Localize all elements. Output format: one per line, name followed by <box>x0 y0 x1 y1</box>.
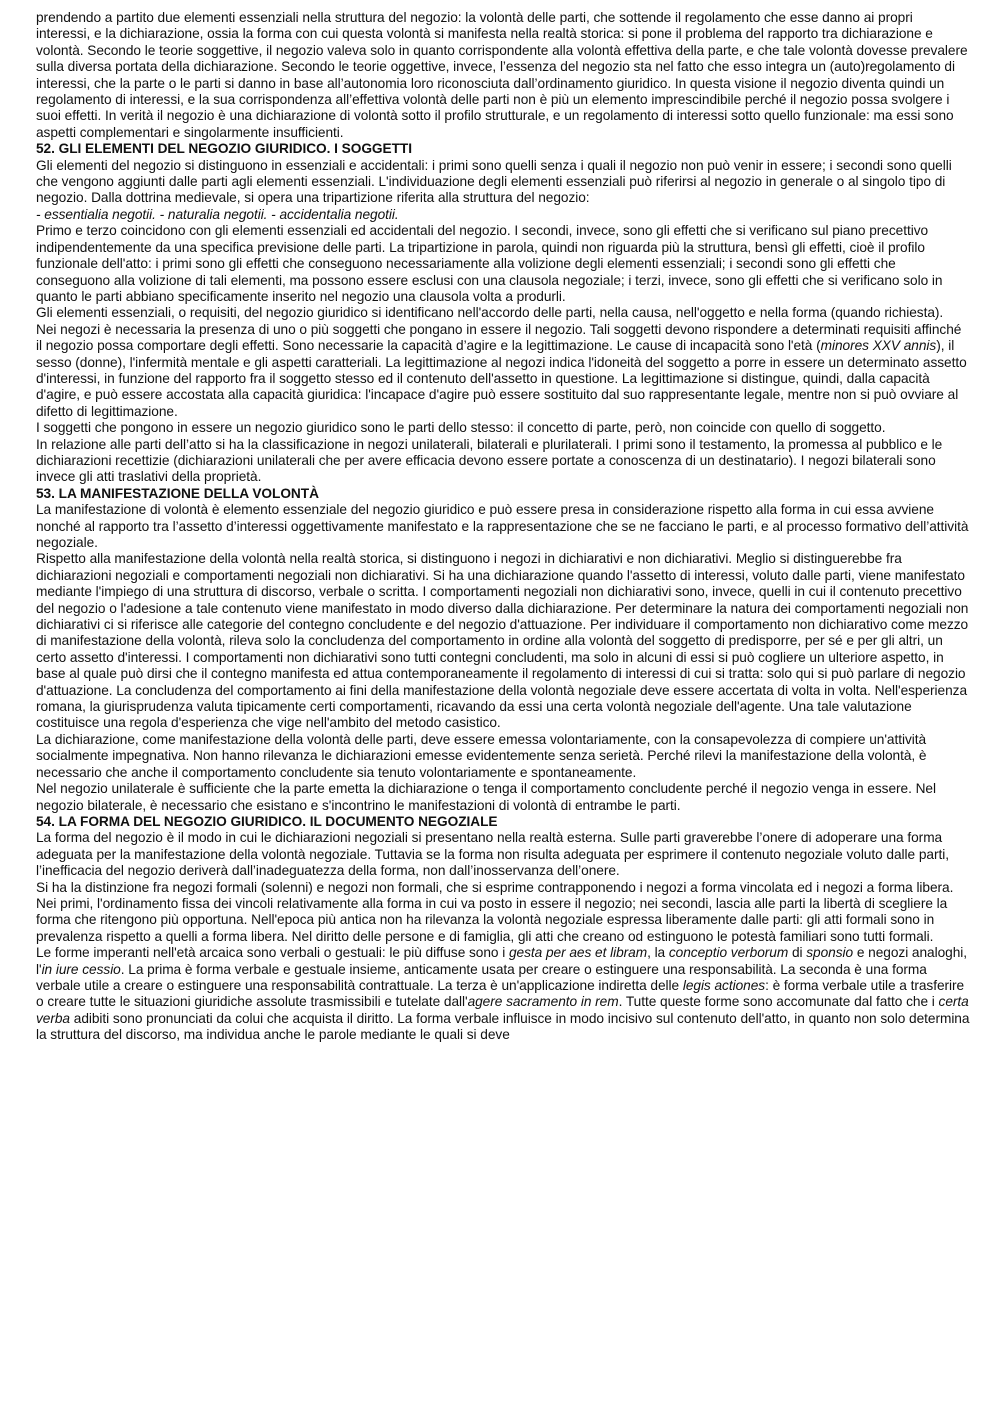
text-run: Rispetto alla manifestazione della volontà nella realtà storica, si distinguono i negozi in dichiarativi e non dichiarativi. Meglio si distinguerebbe fra dichiarazioni negoziali e comportamenti negoziali non dichiarativi. Si ha una dichiarazione quando l'assetto di interessi, voluto dalle parti, viene manifestato mediante l'impiego di una struttura di discorso, verbale o scritta. I comportamenti negoziali non dichiarativi sono, invece, quelli in cui il contenuto precettivo del negozio o l'adesione a tale contenuto viene manifestato in modo diverso dalla dichiarazione. Per determinare la natura dei comportamenti negoziali non dichiarativi ci si riferisce alle categorie del contegno concludente e del negozio d'attuazione. Per individuare il comportamento non dichiarativo come mezzo di manifestazione della volontà, rileva solo la concludenza del comportamento in ordine alla volontà del soggetto di predisporre, per sé e per gli altri, un certo assetto d'interessi. I comportamenti non dichiarativi sono tutti contegni concludenti, ma solo in alcuni di essi si può cogliere un ulteriore aspetto, in base al quale può dirsi che il contegno manifesta ed attua contemporaneamente il regolamento di interessi di cui si tratta: solo qui si può parlare di negozio d'attuazione. La concludenza del comportamento ai fini della manifestazione della volontà negoziale deve essere accertata di volta in volta. Nell'esperienza romana, la giurisprudenza valuta tipicamente certi comportamenti, ricavando da essi una certa volontà negoziale dell'agente. Una tale valutazione costituisce una regola d'esperienza che vige nell'ambito del metodo casistico. <box>36 551 969 731</box>
text-run: adibiti sono pronunciati da colui che acquista il diritto. La forma verbale influisce in modo incisivo sul contenuto dell'atto, in quanto non solo determina la struttura del discorso, ma individua anche le parole mediante le quali si deve <box>36 1010 970 1043</box>
paragraph <box>36 207 970 223</box>
text-run: I soggetti che pongono in essere un negozio giuridico sono le parti dello stesso: il concetto di parte, però, non coincide con quello di soggetto. <box>36 420 886 436</box>
text-run: 54. LA FORMA DEL NEGOZIO GIURIDICO. IL DOCUMENTO NEGOZIALE <box>36 813 498 829</box>
section-heading <box>36 814 970 830</box>
text-run: Nel negozio unilaterale è sufficiente che la parte emetta la dichiarazione o tenga il comportamento concludente perché il negozio venga in essere. Nel negozio bilaterale, è necessario che esistano e s'incontrino le manifestazioni di volontà di entrambe le parti. <box>36 781 936 813</box>
text-run: In relazione alle parti dell’atto si ha la classificazione in negozi unilaterali, bilaterali e plurilaterali. I primi sono il testamento, la promessa al pubblico e le dichiarazioni recettizie (dichiarazioni unilaterali che per avere efficacia devono essere portate a conoscenza di un destinatario). I negozi bilaterali sono invece gli atti traslativi della proprietà. <box>36 436 943 485</box>
text-run: di <box>788 945 807 961</box>
paragraph <box>36 158 970 207</box>
text-run: prendendo a partito due elementi essenziali nella struttura del negozio: la volontà delle parti, che sottende il regolamento che esse danno ai propri interessi, e la dichiarazione, ossia la forma con cui questa volontà si manifesta nella realtà storica: si pone il problema del rapporto tra dichiarazione e volontà. Secondo le teorie soggettive, il negozio valeva solo in quanto corrispondente alla volontà effettiva della parte, e che tale volontà dovesse prevalere sulla diversa portata della dichiarazione. Secondo le teorie oggettive, invece, l’essenza del negozio sta nel fatto che esso integra un (auto)regolamento di interessi, che la parte o le parti si danno in base all’autonomia loro riconosciuta dall’ordinamento giuridico. In questa visione il negozio diventa quindi un regolamento di interessi, e la sua corrispondenza all’effettiva volontà delle parti non è più un elemento imprescindibile perché il negozio possa svolgere i suoi effetti. In verità il negozio è una dichiarazione di volontà sotto il profilo strutturale, e un regolamento di interessi sotto quello funzionale: ma essi sono aspetti complementari e singolarmente insufficienti. <box>36 10 968 140</box>
text-run: e negozi analoghi, l' <box>36 945 968 977</box>
section-heading <box>36 141 970 157</box>
italic-text: conceptio verborum <box>668 945 789 961</box>
section-heading <box>36 486 970 502</box>
paragraph <box>36 945 970 1043</box>
text-run: La dichiarazione, come manifestazione della volontà delle parti, deve essere emessa volontariamente, con la consapevolezza di compiere un'attività socialmente impegnativa. Non hanno rilevanza le dichiarazioni emesse evidentemente senza serietà. Perché rilevi la manifestazione della volontà, è necessario che anche il comportamento concludente sia tenuto volontariamente e spontaneamente. <box>36 731 927 780</box>
italic-text: in iure cessio <box>41 961 121 977</box>
text-run: Gli elementi essenziali, o requisiti, del negozio giuridico si identificano nell'accordo delle parti, nella causa, nell'oggetto e nella forma (quando richiesta). <box>36 305 944 321</box>
text-run: Primo e terzo coincidono con gli elementi essenziali ed accidentali del negozio. I secondi, invece, sono gli effetti che si verificano sul piano precettivo indipendentemente da una specifica previsione delle parti. La tripartizione in parola, quindi non riguarda più la struttura, bensì gli effetti, cioè il profilo funzionale dell'atto: i primi sono gli effetti che conseguono necessariamente alla volizione degli elementi essenziali; i secondi sono gli effetti che conseguono alla volizione di tali elementi, ma possono essere esclusi con una clausola negoziale; i terzi, invece, sono gli effetti che si verificano solo in quanto le parti abbiano specificamente inserito nel negozio una clausola volta a produrli. <box>36 223 943 304</box>
paragraph <box>36 10 970 141</box>
text-run: : è forma verbale utile a trasferire o creare tutte le situazioni giuridiche assolute trasmissibili e tutelate dall' <box>36 977 965 1010</box>
paragraph <box>36 551 970 731</box>
text-run: . Tutte queste forme sono accomunate dal fatto che i <box>618 994 939 1010</box>
text-run: . La prima è forma verbale e gestuale insieme, anticamente usata per creare o estinguere una responsabilità. La seconda è una forma verbale utile a creare o estinguere una responsabilità contrattuale. La terza è un'applicazione indiretta delle <box>36 961 927 993</box>
text-run: ), il sesso (donne), l'infermità mentale e gli aspetti caratteriali. La legittimazione al negozi indica l'idoneità del soggetto a porre in essere un determinato assetto d'interessi, in funzione del rapporto fra il soggetto stesso ed il contenuto dell'assetto in questione. La legittimazione si distingue, quindi, dalla capacità d'agire, e può essere accostata alla capacità giuridica: l'incapace d'agire può essere sostituito dal suo rappresentante legale, mentre non si può ovviare al difetto di legittimazione. <box>36 338 967 419</box>
italic-text: agere sacramento in rem <box>467 994 619 1010</box>
italic-text: gesta per aes et libram <box>508 945 648 961</box>
paragraph <box>36 437 970 486</box>
paragraph <box>36 502 970 551</box>
paragraph <box>36 880 970 946</box>
italic-text: legis actiones <box>682 977 766 993</box>
paragraph <box>36 223 970 305</box>
italic-text: - essentialia negotii. - naturalia negotii. - accidentalia negotii. <box>36 206 399 222</box>
text-run: 52. GLI ELEMENTI DEL NEGOZIO GIURIDICO. I SOGGETTI <box>36 141 412 157</box>
text-run: , la <box>647 945 669 961</box>
italic-text: certa verba <box>36 994 969 1026</box>
italic-text: minores XXV annis <box>820 338 937 354</box>
italic-text: sponsio <box>806 945 854 961</box>
text-run: Si ha la distinzione fra negozi formali (solenni) e negozi non formali, che si esprime contrapponendo i negozi a forma vincolata ed i negozi a forma libera. Nei primi, l'ordinamento fissa dei vincoli relativamente alla forma in cui va posto in essere il negozio; nei secondi, lascia alle parti la libertà di scegliere la forma che ritengono più opportuna. Nell'epoca più antica non ha rilevanza la volontà negoziale espressa liberamente dalle parti: gli atti formali sono in prevalenza rispetto a quelli a forma libera. Nel diritto delle persone e di famiglia, gli atti che creano od estinguono le potestà familiari sono tutti formali. <box>36 879 954 944</box>
text-run: Gli elementi del negozio si distinguono in essenziali e accidentali: i primi sono quelli senza i quali il negozio non può venir in essere; i secondi sono quelli che vengono aggiunti dalle parti agli elementi essenziali. L'individuazione degli elementi essenziali può riferirsi al negozio in generale o al singolo tipo di negozio. Dalla dottrina medievale, si opera una tripartizione riferita alla struttura del negozio: <box>36 157 952 206</box>
paragraph <box>36 732 970 781</box>
paragraph <box>36 830 970 879</box>
text-run: La forma del negozio è il modo in cui le dichiarazioni negoziali si presentano nella realtà esterna. Sulle parti graverebbe l’onere di adoperare una forma adeguata per la manifestazione della volontà negoziale. Tuttavia se la forma non risulta adeguata per esprimere il contenuto negoziale voluto dalle parti, l’inefficacia del negozio deriverà dall’inadeguatezza della forma, non dall’inosservanza dell’onere. <box>36 830 949 879</box>
paragraph <box>36 420 970 436</box>
text-run: Nei negozi è necessaria la presenza di uno o più soggetti che pongano in essere il negozio. Tali soggetti devono rispondere a determinati requisiti affinché il negozio possa comportare degli effetti. Sono necessarie la capacità d’agire e la legittimazione. Le cause di incapacità sono l'età ( <box>36 321 962 354</box>
paragraph <box>36 781 970 814</box>
paragraph <box>36 322 970 420</box>
text-run: Le forme imperanti nell'età arcaica sono verbali o gestuali: le più diffuse sono i <box>36 945 509 961</box>
paragraph <box>36 305 970 321</box>
text-run: La manifestazione di volontà è elemento essenziale del negozio giuridico e può essere presa in considerazione rispetto alla forma in cui essa avviene nonché al rapporto tra l’assetto d’interessi oggettivamente manifestato e la rappresentazione che se ne facciano le parti, e al processo formativo dell’attività negoziale. <box>36 502 969 550</box>
text-run: 53. LA MANIFESTAZIONE DELLA VOLONTÀ <box>36 485 319 501</box>
